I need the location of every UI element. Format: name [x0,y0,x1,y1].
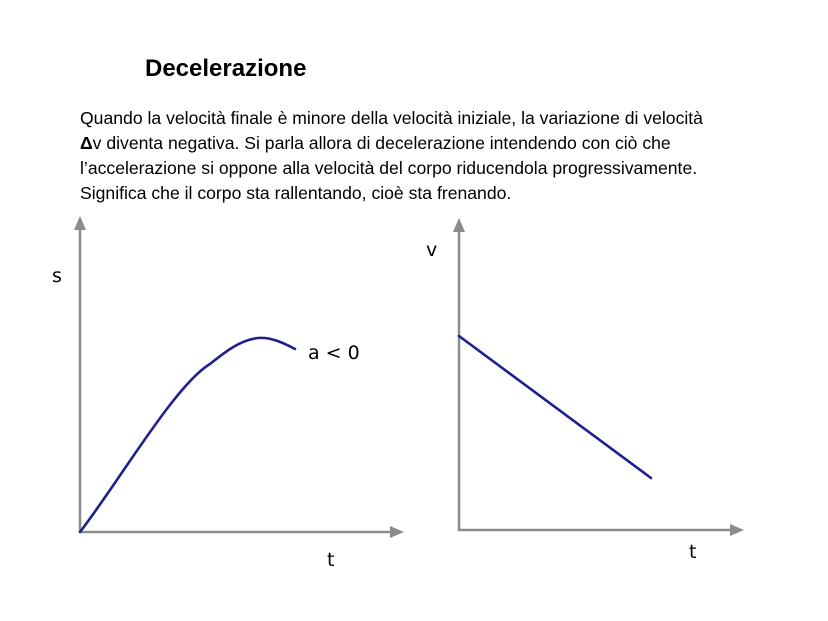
left-y-axis-label: s [52,265,62,287]
position-curve [80,338,295,532]
velocity-line [459,336,651,478]
right-y-axis-label: v [426,239,438,261]
paragraph-line-2-text: v diventa negativa. Si parla allora di decelerazione intendendo con ciò che [92,133,671,153]
left-x-axis-arrow [390,526,404,538]
paragraph-line-3: l’accelerazione si oppone alla velocità del corpo riducendola progressivamente. [80,158,698,178]
left-y-axis-arrow [74,216,86,230]
right-x-axis-arrow [730,524,744,536]
page-title: Decelerazione [145,55,307,82]
paragraph-line-1: Quando la velocità finale è minore della velocità iniziale, la variazione di velocità [80,108,703,128]
delta-symbol: Δ [80,133,93,153]
velocity-time-graph [426,218,744,563]
right-x-axis-label: t [689,541,697,563]
deceleration-annotation: a < 0 [308,342,360,364]
paragraph-line-4: Significa che il corpo sta rallentando, cioè sta frenando. [80,183,512,203]
left-x-axis-label: t [327,549,335,571]
position-time-graph [52,216,404,571]
right-y-axis-arrow [453,218,465,232]
